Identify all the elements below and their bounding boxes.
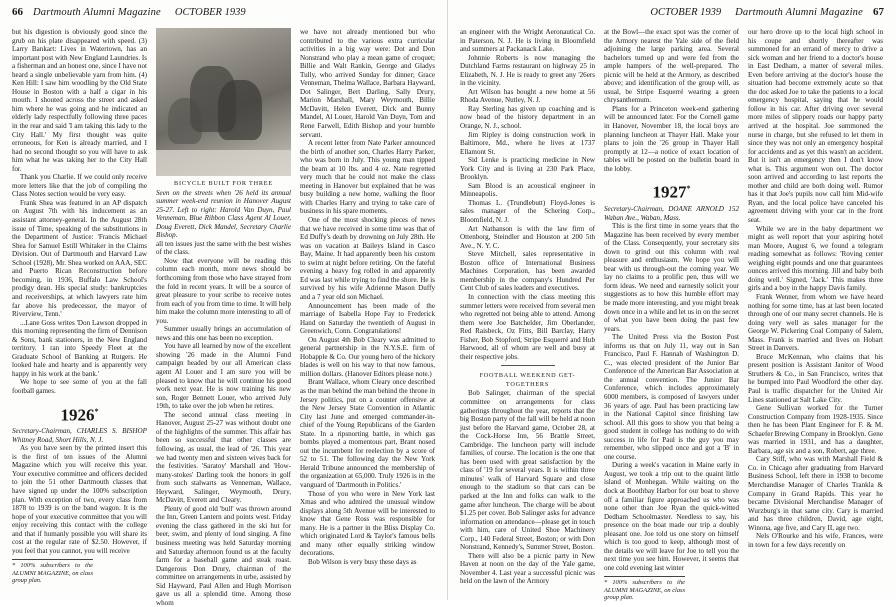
paragraph: As you have seen by the printed insert this is the first of ten issues of the Alumni Magazine which you will receive this year. Your executive committee and officers decided to join the 51 other Dartmouth classes that have signed up under the 100% subscription plan. With exception of two, every class from 1878 to 1939 is on the band wagon. It is the hope of your executive committee that you will enjoy receiving this contact with the college and that if humanly possible you will share its cost at the regular rate of $2.50. However, if you feel that you cannot, you will receive xyxy=(12,444,147,555)
paragraph: Frank Wenner, from whom we have heard nothing for some time, has at last been located through one of our many secret channels. He is doing very well as sales manager for the George W. Pickering Coal Company of Salem, Mass. Frank is married and lives on Hobart Street in Danvers. xyxy=(748,292,883,353)
paragraph: Steve Mitchell, sales representative in Boston office of International Business Machines Corporation, has been awarded membership in the company's Hundred Per Cent Club of sales leaders and executives. xyxy=(460,250,595,293)
right-column-1 xyxy=(460,28,595,598)
paragraph: Art Wilson has bought a new home at 56 Rhoda Avenue, Nutley, N. J. xyxy=(460,87,595,105)
paragraph: Announcement has been made of the marriage of Isabella Hope Fay to Frederick Hand on Saturday the twentieth of August in Greenwich, Conn. Congratulations! xyxy=(300,301,435,336)
paragraph: all ten issues just the same with the best wishes of the class. xyxy=(156,239,291,257)
paragraph: We hope to see some of you at the fall football games. xyxy=(12,378,147,395)
paragraph: This is the first time in some years that the Magazine has been received by every member of the Class. Consequently, your secretary sits down to grind out this column with real pleasure and enthusiasm. We hope you will bear with us through-out the coming year. We lay no claims to a prolific pen, thus will we form ideas. We need and earnestly solicit your suggestions as to how this humble effort may be made more interesting, and you might break down once in a while and let us in on the secret of what you have been doing the past few years. xyxy=(604,222,739,333)
paragraph: While we are in the baby department we might as well report that your aspiring hotel man Moore, August 6, we found a telegram reading somewhat as follows: 'Roving center weighing eight pounds and one that guarantees ounces arrived this morning. Jill and baby both doing well.' Signed, 'Jack.' This makes three girls and a boy in the happy Davis family. xyxy=(748,224,883,293)
section-divider xyxy=(501,365,555,366)
paragraph: Thomas L. (Trundlebutt) Floyd-Jones is sales manager of the Schering Corp., Bloomfield, N. J. xyxy=(460,198,595,225)
paragraph: Ray Sterling has given up coaching and is now head of the history department in an Orange, N. J., school. xyxy=(460,104,595,131)
paragraph: but his digestion is obviously good since the grub on his plate disappeared with speed. (3) Larry Bankart: Lives in Watertown, has an important post with New England Laundries. Is a fisherman and an honest one, since I have not heard a single unbelievable yarn from him. (4) Ken Hill: I saw him woodling by the Old State House in Boston with a half a cigar in his mouth. I shouted across the street and asked him where he was going and he indicated an elderly lady respectfully following three paces in the rear and said 'I am taking this lady to the City Hall.' My first thought was quite erroneous, for Ken is already married, and I had no second thought so you will have to ask him what he was taking her to the City Hall for. xyxy=(12,28,147,173)
left-column-2 xyxy=(156,28,291,607)
right-columns xyxy=(460,28,884,602)
page-number: 66 xyxy=(12,6,23,18)
paragraph: Gene Sullivan worked for the Turner Construction Company from 1928-1935. Since then he has been Plant Engineer for F. & M. Schaefer Brewing Company in Brooklyn. Gene was married in 1931, and has a daughter, Barbara, age six and a son, Robert, age three. xyxy=(748,404,883,455)
right-page xyxy=(448,0,896,600)
paragraph: There will also be a picnic party in New Haven at noon on the day of the Yale game, November 4. Last year a successful picnic was held on the lawn of the Armory xyxy=(460,551,595,586)
paragraph: our hero drove up to the local high school in his coupe and shortly thereafter was summoned for an errand of mercy to drive a sick woman and her friend to a doctor's house in East Dedham, a matter of several miles. Even before arriving at the doctor's house the situation had become extremely acute so that the doc asked Joe to take the patients to a local emergency hospital, saying that he would follow in his car. After driving over several more miles of slippery roads our happy party arrived at the hospital. Joe summoned the nurse in charge, but she refused to let them in since they was not only an emergency hospital for accidents and as yet this wasn't an accident. But it isn't an emergency then I don't know what is. This argument won out. The doctor soon arrived and according to last reports the mother and child are both doing well. Rumor has it that Joe's pupils now call him Mid-wife Ryan, and the local police have canceled his agreement driving with your car in the front seat. xyxy=(748,28,883,225)
footnote: * 100% subscribers to the ALUMNI MAGAZINE, on class group plan. xyxy=(604,576,685,601)
paragraph: Now that everyone will be reading this column each month, more news should be forthcoming from those who have strayed from the fold in recent years. It will be a source of great pleasure to your scribe to receive notes from each of you from time to time. It will help him make the column more interesting to all of you. xyxy=(156,256,291,325)
paragraph: Frank Shea was featured in an AP dispatch on August 7th with his inducement as an assistant attorney-general. In the August 28th issue of Time, speaking of the substitutions in the Department of Justice: 'Francis Michael Shea for Samuel Estill Whitaker in the Claims Division. Out of Dartmouth and Harvard Law School (1928), Mr. Shea worked on AAA, SEC and Puerto Rican Reconstruction before becoming, in 1936, Buffalo Law School's prodigy dean. His special study: bankruptcies and receiverships, at which lawyers rate him far above his predecessor, the mayor of Riverview, Tenn.' xyxy=(12,198,147,319)
paragraph: Jim Ripley is doing construction work in Baltimore, Md., where he lives at 1737 Ellamont St. xyxy=(460,130,595,156)
paragraph: Those of you who were in New York last Xmas and who admired the unusual window displays along 5th Avenue will be interested to know that Gene Ross was responsible for many. He is a partner in the Bliss Display Co. which originated Lord & Taylor's famous bells and many other equally striking window decorations. xyxy=(300,489,435,558)
section-subhead: FOOTBALL WEEKEND GET-TOGETHERS xyxy=(479,372,576,388)
right-page-header xyxy=(460,6,884,22)
paragraph: Bob Salinger, chairman of the special committee on arrangements for class gatherings throughout the year, reports that the big Boston party of the fall will be held at noon just before the Harvard game, October 28, at the Cock-Horse Inn, 56 Brattle Street, Cambridge. The luncheon party will include families, of course. The location is the one that has been used with great satisfaction by the class of '19 for several years. It is within three minutes' walk of Harvard Square and close enough to the stadium so that cars can be parked at the Inn and folks can walk to the game after luncheon. The charge will be about $1.25 per cover. Bob Salinger asks for advance information on attendance—please get in touch with him, care of United Shoe Machinery Corp., 140 Federal Street, Boston; or with Don Nonstrand, Kennedy's, Summer Street, Boston. xyxy=(460,389,595,552)
paragraph: Sid Lenke is practicing medicine in New York City and is living at 230 Park Place, Brooklyn. xyxy=(460,156,595,182)
paragraph: Art Nathanson is with the law firm of Ottenborg, Steindler and Houston at 200 5th Ave., N. Y. C. xyxy=(460,224,595,250)
paragraph: Brant Wallace, whom Cleary once described as the man behind the man behind the throne in Jersey politics, put on a counter offensive at the New Jersey State Convention in Atlantic City last June and emerged commander-in-chief of the Young Republicans of the Garden State. In a ripsnorting battle, in which gas bombs played a momentous part, Brant nosed out the incumbent for reelection by a score of 52 to 51. The following day the New York Herald Tribune announced the membership of the organization at 65,000. Truly 1926 is in the vanguard of 'Dartmouth in Politics.' xyxy=(300,378,435,489)
footnote: * 100% subscribers to the ALUMNI MAGAZINE, on class group plan. xyxy=(12,559,93,584)
page-number: 67 xyxy=(873,6,884,18)
photo-caption: Seen on the streets when '26 held its annual summer week-end reunion in Hanover August 25-27. Left to right: Harold Van Duyn, Paul Venneman, Blue Ribbon Class Agent Al Louer, Doug Everett, Dick Mandel, Secretary Charlie Bishop. xyxy=(156,188,291,240)
class-year-heading: 1927* xyxy=(652,182,691,202)
left-column-1 xyxy=(12,28,147,598)
right-column-3 xyxy=(748,28,883,598)
secretary-line: Secretary-Chairman, DOANE ARNOLD 152 Waban Ave., Waban, Mass. xyxy=(604,204,739,222)
left-page-header xyxy=(12,6,435,22)
right-column-2 xyxy=(604,28,739,602)
paragraph: During a week's vacation in Maine early in August, we took a trip out to the quaint little island of Monhegan. While waiting on the dock at Boothbay Harbor for our boat to shove off a familiar figure approached us who was none other than Joe Ryan the quick-witted Dedham Schoolmaster. Needless to say, his presence on the boat made our trip a doubly pleasant one. Joe told us one story on himself which is too good to keep, although most of the details we will leave for Joe to tell you the next time you see him. However, it seems that one cold evening last winter xyxy=(604,461,739,572)
paragraph: an engineer with the Wright Aeronautical Co. in Paterson, N. J. He is living in Bloomfield and summers at Packanack Lake. xyxy=(460,28,595,54)
paragraph: Thank you Charlie. If we could only receive more letters like that the job of compiling the Class Notes section would be very easy. xyxy=(12,173,147,199)
left-columns xyxy=(12,28,435,607)
paragraph: The United Press via the Boston Post informs us that on July 11, way out in San Francisco, Paul F. Hannah of Washington D. C., was elected president of the Junior Bar Conference of the American Bar Association at the annual convention. The Junior Bar Conference, which includes approximately 6000 members, is composed of lawyers under 36 years of age. Paul has been practicing law in the National Capitol since finishing law school. All this goes to show you that being a good student in college has nothing to do with success in life for Paul is the guy you may remember, who slipped once and got a 'B' in one course. xyxy=(604,333,739,461)
issue-date: OCTOBER 1939 xyxy=(650,7,722,18)
paragraph: One of the most shocking pieces of news that we have received in some time was that of Ed Duffy's death by drowning on July 28th. He was on vacation at Baileys Island in Casco Bay, Maine. It had apparently been his custom to swim at night before retiring. On the fateful evening a heavy fog rolled in and apparently Ed was last while trying to find the shore. He is survived by his wife Adrienne Mason Duffy and a 7 year old son Michael. xyxy=(300,216,435,301)
paragraph: Johnnie Roberts is now managing the Dutchland Farms restaurant on highway 25 in Elizabeth, N. J. He is ready to greet any '26ers in the vicinity. xyxy=(460,53,595,88)
secretary-line: Secretary-Chairman, CHARLES S. BISHOP Whitney Road, Short Hills, N. J. xyxy=(12,427,147,444)
class-year-heading: 1926* xyxy=(60,405,99,425)
paragraph: In connection with the class meeting this summer letters were received from several men who regretted not being able to attend. Among them were Joe Batchelder, Jim Oberlander, Red Raisbeck, Oz Fitts, Bill Barclay, Harry Fisher, Bob Stopford, Stripe Esquerré and Hub Harwood, all of whom are well and busy at their respective jobs. xyxy=(460,292,595,361)
paragraph: Plans for a Princeton week-end gathering will be announced later. For the Cornell game in Hanover, November 18, the local boys are planning luncheon at Thayer Hall. Make your plans to join the '26 group in Thayer Hall promptly at 12—a notice of exact location of tables will be posted on the bulletin board in the lobby. xyxy=(604,104,739,173)
bicycle-photo xyxy=(156,28,291,176)
issue-date: OCTOBER 1939 xyxy=(174,7,246,18)
paragraph: A recent letter from Nate Parker announced the birth of another son, Charles Harry Parker, who was born in July. This young man tipped the beam at 10 lbs. and 4 oz. Nate regretted very much that he could not make the class meeting in Hanover but explained that he was busy building a new home, walking the floor with Charles Harry and trying to take care of business in his spare moments. xyxy=(300,139,435,216)
paragraph: Cary Stiff, who was with Marshall Field & Co. in Chicago after graduating from Harvard Business School, left there in 1938 to become Merchandise Manager of Charles Trankla & Company in Grand Rapids. This year he became Divisional Merchandise Manager of Wurzburg's in that same city. Cary is married and has three children, David, age eight, Winona, age five, and Cary II, age two. xyxy=(748,455,883,532)
paragraph: Bob Wilson is very busy these days as xyxy=(308,557,417,566)
photo-title: BICYCLE BUILT FOR THREE xyxy=(174,180,273,187)
left-column-3 xyxy=(300,28,435,598)
paragraph: Bruce McKennan, who claims that his present position is Assistant Janitor of Wood Struthers & Co., in San Francisco, writes that he bumped into Paul Woodford the other day. Paul is traffic dispatcher for the United Air Lines stationed at Salt Lake City. xyxy=(748,352,883,404)
paragraph: On August 4th Bob Cleary was admitted to general partnership in the N.Y.S.E. firm of Hobapple & Co. Our young hero of the hickory blades is well on his way to that now famous, million dollars. (Hanover Editors please note.) xyxy=(300,335,435,378)
magazine-title: Dartmouth Alumni Magazine xyxy=(735,7,863,18)
paragraph: You have all learned by now of the excellent showing '26 made in the Alumni Fund campaign headed by our all American class agent Al Louer and I am sure you will be pleased to know that he will continue his good work next year. He is now training his new son, Roger Bennett Louer, who arrived July 19th, to take over the job when he retires. xyxy=(156,342,291,411)
paragraph: ...Lane Goss writes 'Don Lawson dropped in this morning representing the firm of Dennison & Sons, bank stationers, in the New England territory. I ran into Speedy Fleet at the Graduate School of Banking at Rutgers. He looked hale and hearty and is apparently very happy in his work at the bank.' xyxy=(12,318,147,378)
magazine-title: Dartmouth Alumni Magazine xyxy=(33,7,161,18)
paragraph: Summer usually brings an accumulation of news and this one has been no exception. xyxy=(156,325,291,342)
paragraph: Plenty of good old 'bull' was thrown around the Inn, Green Lantern and points west. Friday evening the class gathered in the ski hut for beer, swim, and plenty of loud singing. A fine business meeting was held Saturday morning and Saturday afternoon found us at the faculty farm for a baseball game and steak roast. Dangerous Don Drury, chairman of the committee on arrangements in urbe, assisted by Sid Hayward, Paul Allen and Hugh Morrison gave us all a splendid time. Among those whom xyxy=(156,504,291,607)
paragraph: Sam Blood is an acoustical engineer in Minneapolis. xyxy=(460,181,595,199)
paragraph: we have not already mentioned but who contributed to the various extra curricular activities in a big way were: Dot and Don Nonstrand who play a mean game of croquet; Billie and Walt Rankin, George and Gladys Tully, who arrived Sunday for dinner; Grace Venneman, Thelma Wallace, Barbara Hayward, Dot Salinger, Bert Darling, Sally Drury, Marion Marshall, Mary Weymouth, Billie McDavitt, Helen Everett, Dick and Bunny Mandel, Al Louer, Harold Van Duyn, Tom and Rene Farwell, Edith Bishop and your humble servant. xyxy=(300,28,435,139)
paragraph: at the Bowl—the exact spot was the corner of the Armory nearest the Yale side of the field adjoining the large parking area. Several bachelors turned up and were fed from the ample hampers of the well-prepared. The picnic will be held at the Armory, as described above; and identification of the group will, as usual, be Stripe Esquerré wearing a green chrysanthemum. xyxy=(604,28,739,105)
paragraph: Nels O'Rourke and his wife, Frances, were in town for a few days recently on xyxy=(748,532,883,549)
paragraph: The second annual class meeting in Hanover, August 25-27 was without doubt one of the highlights of the summer. This affair has been so successful that other classes are following, as usual, the lead of '26. This year we had twenty men and sixteen wives back for the festivities. 'Saratoy' Marshall and 'How-many-stokes' Darling took the honors in golf from such stalwarts as Venneman, Wallace, Heyward, Salinger, Weymouth, Drury, McDavitt, Everett and Cleary. xyxy=(156,410,291,505)
